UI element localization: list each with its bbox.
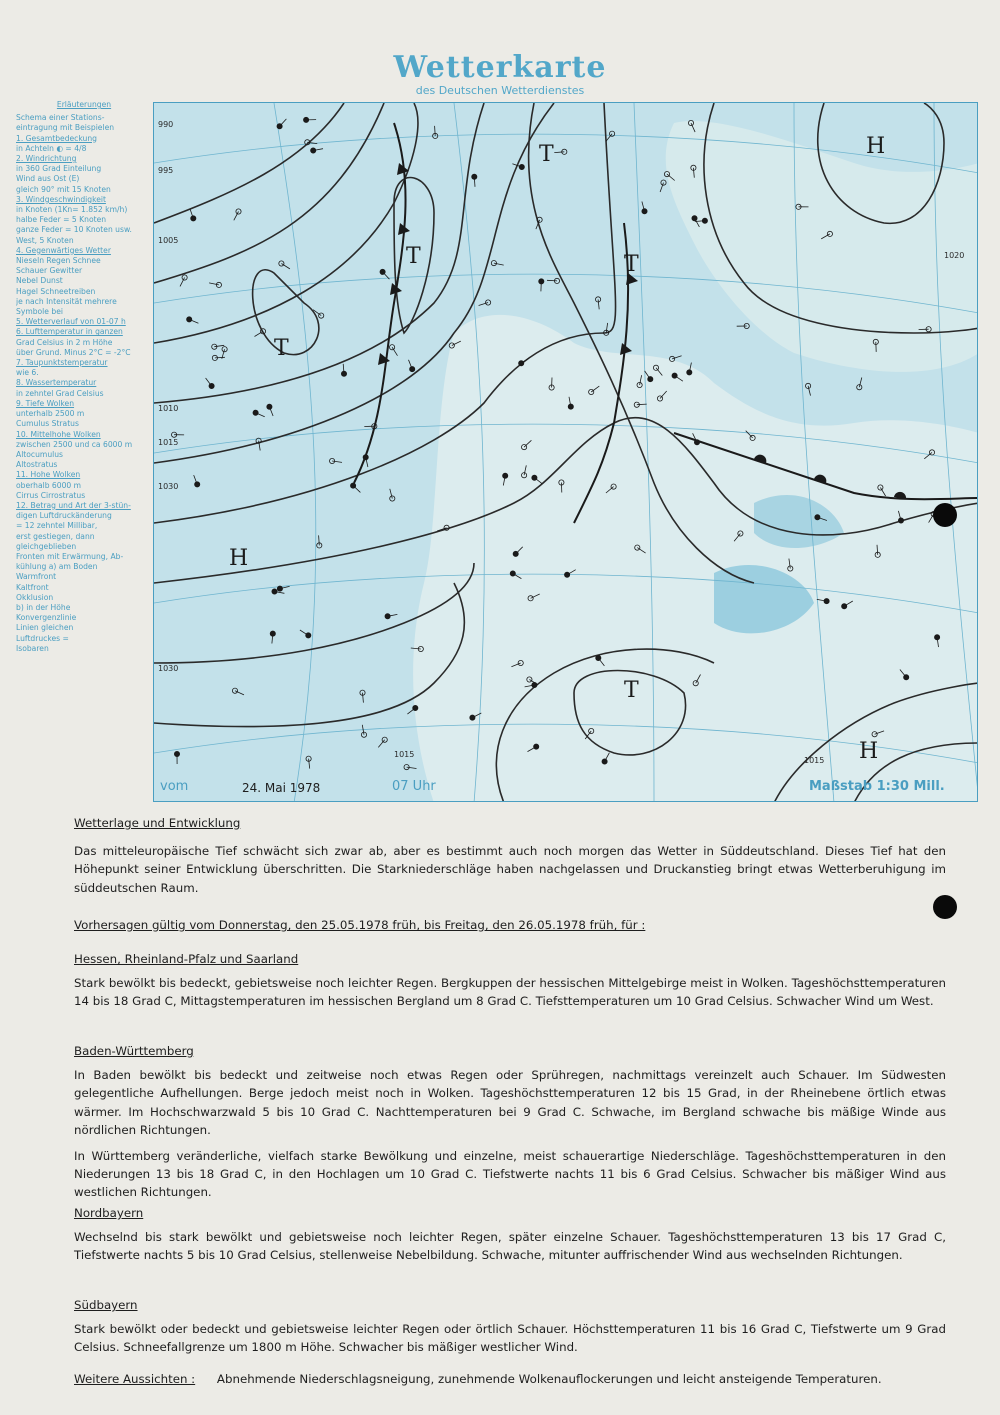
legend-line: Kaltfront [16, 582, 49, 592]
legend-line: in zehntel Grad Celsius [16, 388, 104, 398]
legend-line: gleich 90° mit 15 Knoten [16, 184, 111, 194]
legend-line: unterhalb 2500 m [16, 409, 85, 419]
legend-line: 4. Gegenwärtiges Wetter [16, 245, 111, 255]
low-pressure-north-sea: T [539, 142, 554, 167]
legend-line: zwischen 2500 und ca 6000 m [16, 439, 133, 449]
outlook-label: Weitere Aussichten : [74, 1372, 196, 1386]
legend-panel [16, 100, 152, 654]
low-pressure-north-atlantic: T [406, 244, 421, 269]
legend-line: 1. Gesamtbedeckung [16, 133, 97, 143]
svg-text:1010: 1010 [158, 404, 179, 413]
legend-title: Erläuterungen [56, 100, 112, 109]
map-footer [154, 775, 977, 801]
legend-line: West, 5 Knoten [16, 235, 74, 245]
station-marker [602, 759, 607, 764]
legend-line: Nebel Dunst [16, 276, 63, 286]
legend-line: eintragung mit Beispielen [16, 123, 115, 133]
forecast-intro-block [74, 916, 946, 934]
legend-line: Schema einer Stations- [16, 113, 105, 123]
legend-line: über Grund. Minus 2°C = -2°C [16, 347, 131, 357]
station-marker [277, 586, 282, 591]
legend-line: Linien gleichen [16, 623, 74, 633]
legend-line: Warmfront [16, 572, 57, 582]
map-time: 07 Uhr [392, 779, 436, 794]
section-situation [74, 814, 946, 897]
legend-line: gleichgeblieben [16, 541, 77, 551]
station-marker [195, 482, 200, 487]
suedbayern-heading: Südbayern [74, 1298, 138, 1312]
map-scale: Maßstab 1:30 Mill. [809, 779, 945, 794]
legend-line: kühlung a) am Boden [16, 562, 98, 572]
legend-line: ganze Feder = 10 Knoten usw. [16, 225, 132, 235]
baden-text-2: In Württemberg veränderliche, vielfach starke Bewölkung und einzelne, meist schauerartige Niederschläge. Tageshöchsttemperaturen in den Niederungen 13 bis 18 Grad C, in den Hochlagen um 10 Grad C. Tiefstwerte nachts 11 bis 6 Grad Celsius. Schwacher bis mäßiger Wind aus westlichen Richtungen. [74, 1149, 946, 1200]
section-baden [74, 1042, 946, 1202]
map-canvas [154, 103, 978, 802]
legend-line: Cumulus Stratus [16, 419, 79, 429]
legend-line: Cirrus Cirrostratus [16, 490, 86, 500]
outlook-text: Abnehmende Niederschlagsneigung, zunehmende Wolkenauflockerungen und leicht ansteigende Temperaturen. [216, 1372, 882, 1386]
legend-line: Altostratus [16, 460, 58, 470]
legend-line: Altocumulus [16, 449, 64, 459]
legend-line: digen Luftdruckänderung [16, 511, 112, 521]
legend-line: oberhalb 6000 m [16, 480, 82, 490]
station-marker [565, 572, 570, 577]
baden-heading: Baden-Württemberg [74, 1044, 194, 1058]
legend-line: erst gestiegen, dann [16, 531, 95, 541]
legend-line: Nieseln Regen Schnee [16, 256, 101, 266]
legend-line: Konvergenzlinie [16, 613, 77, 623]
map-date: 24. Mai 1978 [242, 781, 321, 795]
legend-line: Isobaren [16, 643, 49, 653]
page-title: Wetterkarte [393, 50, 607, 85]
svg-text:990: 990 [158, 120, 174, 129]
station-marker [267, 404, 272, 409]
weather-map [153, 102, 978, 802]
legend-line: in Knoten (1Kn= 1.852 km/h) [16, 205, 128, 215]
nordbayern-heading: Nordbayern [74, 1206, 144, 1220]
legend-line: 3. Windgeschwindigkeit [16, 194, 106, 204]
legend-line: Grad Celsius in 2 m Höhe [16, 337, 113, 347]
legend-line: 7. Taupunktstemperatur [16, 358, 108, 368]
legend-line: b) in der Höhe [16, 602, 71, 612]
svg-text:995: 995 [158, 166, 174, 175]
legend-line: halbe Feder = 5 Knoten [16, 215, 107, 225]
low-pressure-central: T [624, 678, 639, 703]
legend-line: Luftdruckes = [16, 633, 69, 643]
hessen-text: Stark bewölkt bis bedeckt, gebietsweise noch leichter Regen. Bergkuppen der hessischen Mittelgebirge meist in Wolken. Tageshöchsttemperaturen 14 bis 18 Grad C, Mittagstemperaturen im hessischen Bergland um 8 Grad C. Tiefsttemperaturen um 10 Grad Celsius. Schwacher Wind um West. [74, 976, 946, 1009]
section-nordbayern [74, 1204, 946, 1265]
situation-heading: Wetterlage und Entwicklung [74, 816, 241, 830]
legend-line: Fronten mit Erwärmung, Ab- [16, 551, 124, 561]
legend-line: 2. Windrichtung [16, 154, 77, 164]
high-pressure-west: H [229, 546, 249, 571]
legend-lines [16, 113, 152, 654]
legend-line: = 12 zehntel Millibar, [16, 521, 98, 531]
legend-line: Hagel Schneetreiben [16, 286, 96, 296]
high-pressure-northeast: H [866, 134, 886, 159]
svg-text:1020: 1020 [944, 251, 965, 260]
suedbayern-text: Stark bewölkt oder bedeckt und gebietsweise leichter Regen oder örtlich Schauer. Höchsttemperaturen 11 bis 16 Grad C, Tiefstwerte um 9 Grad Celsius. Schneefallgrenze um 1800 m Höhe. Schwacher bis mäßiger westlicher Wind. [74, 1322, 946, 1355]
section-outlook [74, 1370, 946, 1388]
svg-text:1015: 1015 [394, 750, 415, 759]
legend-line: Symbole bei [16, 307, 63, 317]
map-header [300, 52, 700, 98]
high-pressure-southeast: H [859, 739, 879, 764]
legend-line: Wind aus Ost (E) [16, 174, 80, 184]
legend-line: in 360 Grad Einteilung [16, 164, 102, 174]
legend-line: wie 6. [16, 368, 39, 378]
forecast-intro: Vorhersagen gültig vom Donnerstag, den 25.05.1978 früh, bis Freitag, den 26.05.1978 früh, für : [74, 918, 646, 932]
low-pressure-atlantic: T [274, 336, 289, 361]
legend-line: 9. Tiefe Wolken [16, 398, 75, 408]
legend-line: 5. Wetterverlauf von 01-07 h [16, 317, 126, 327]
legend-line: 11. Hohe Wolken [16, 470, 81, 480]
low-pressure-scandinavia: T [624, 252, 639, 277]
situation-text: Das mitteleuropäische Tief schwächt sich zwar ab, aber es bestimmt auch noch morgen das Wetter in Süddeutschland. Dieses Tief hat den Höhepunkt seiner Entwicklung überschritten. Die Starkniederschläge haben nachgelassen und Druckanstieg bringt etwas Wetterberuhigung im süddeutschen Raum. [74, 844, 946, 895]
svg-text:1030: 1030 [158, 482, 179, 491]
svg-text:1030: 1030 [158, 664, 179, 673]
page-subtitle: des Deutschen Wetterdienstes [415, 84, 585, 97]
hessen-heading: Hessen, Rheinland-Pfalz und Saarland [74, 952, 299, 966]
section-hessen [74, 950, 946, 1011]
nordbayern-text: Wechselnd bis stark bewölkt und gebietsweise noch leichter Regen, später einzelne Schauer. Tageshöchsttemperaturen 13 bis 17 Grad C, Tiefstwerte nachts 5 bis 10 Grad Celsius, stellenweise Nebelbildung. Schwache, mitunter auffrischender Wind aus wechselnden Richtungen. [74, 1230, 946, 1263]
legend-line: 12. Betrag und Art der 3-stün- [16, 500, 131, 510]
legend-line: 10. Mittelhohe Wolken [16, 429, 101, 439]
legend-line: je nach Intensität mehrere [16, 296, 117, 306]
legend-line: 6. Lufttemperatur in ganzen [16, 327, 123, 337]
section-suedbayern [74, 1296, 946, 1357]
punch-hole-upper [933, 503, 957, 527]
legend-line: in Achteln ◐ = 4/8 [16, 143, 87, 153]
legend-line: Okklusion [16, 592, 54, 602]
map-date-prefix: vom [160, 779, 189, 794]
svg-text:1005: 1005 [158, 236, 179, 245]
legend-line: Schauer Gewitter [16, 266, 83, 276]
svg-text:1015: 1015 [804, 756, 825, 765]
baden-text-1: In Baden bewölkt bis bedeckt und zeitweise noch etwas Regen oder Sprühregen, nachmittags vereinzelt auch Schauer. Im Südwesten gelegentliche Aufhellungen. Berge jedoch meist noch in Wolken. Tageshöchsttemperaturen 12 bis 15 Grad, in der Rheinebene örtlich etwas wärmer. Im Hochschwarzwald 5 bis 10 Grad C. Nachttemperaturen bei 9 Grad C. Schwache, im Bergland schwache bis mäßige Winde aus nördlichen Richtungen. [74, 1068, 946, 1137]
svg-text:1015: 1015 [158, 438, 179, 447]
legend-line: 8. Wassertemperatur [16, 378, 97, 388]
